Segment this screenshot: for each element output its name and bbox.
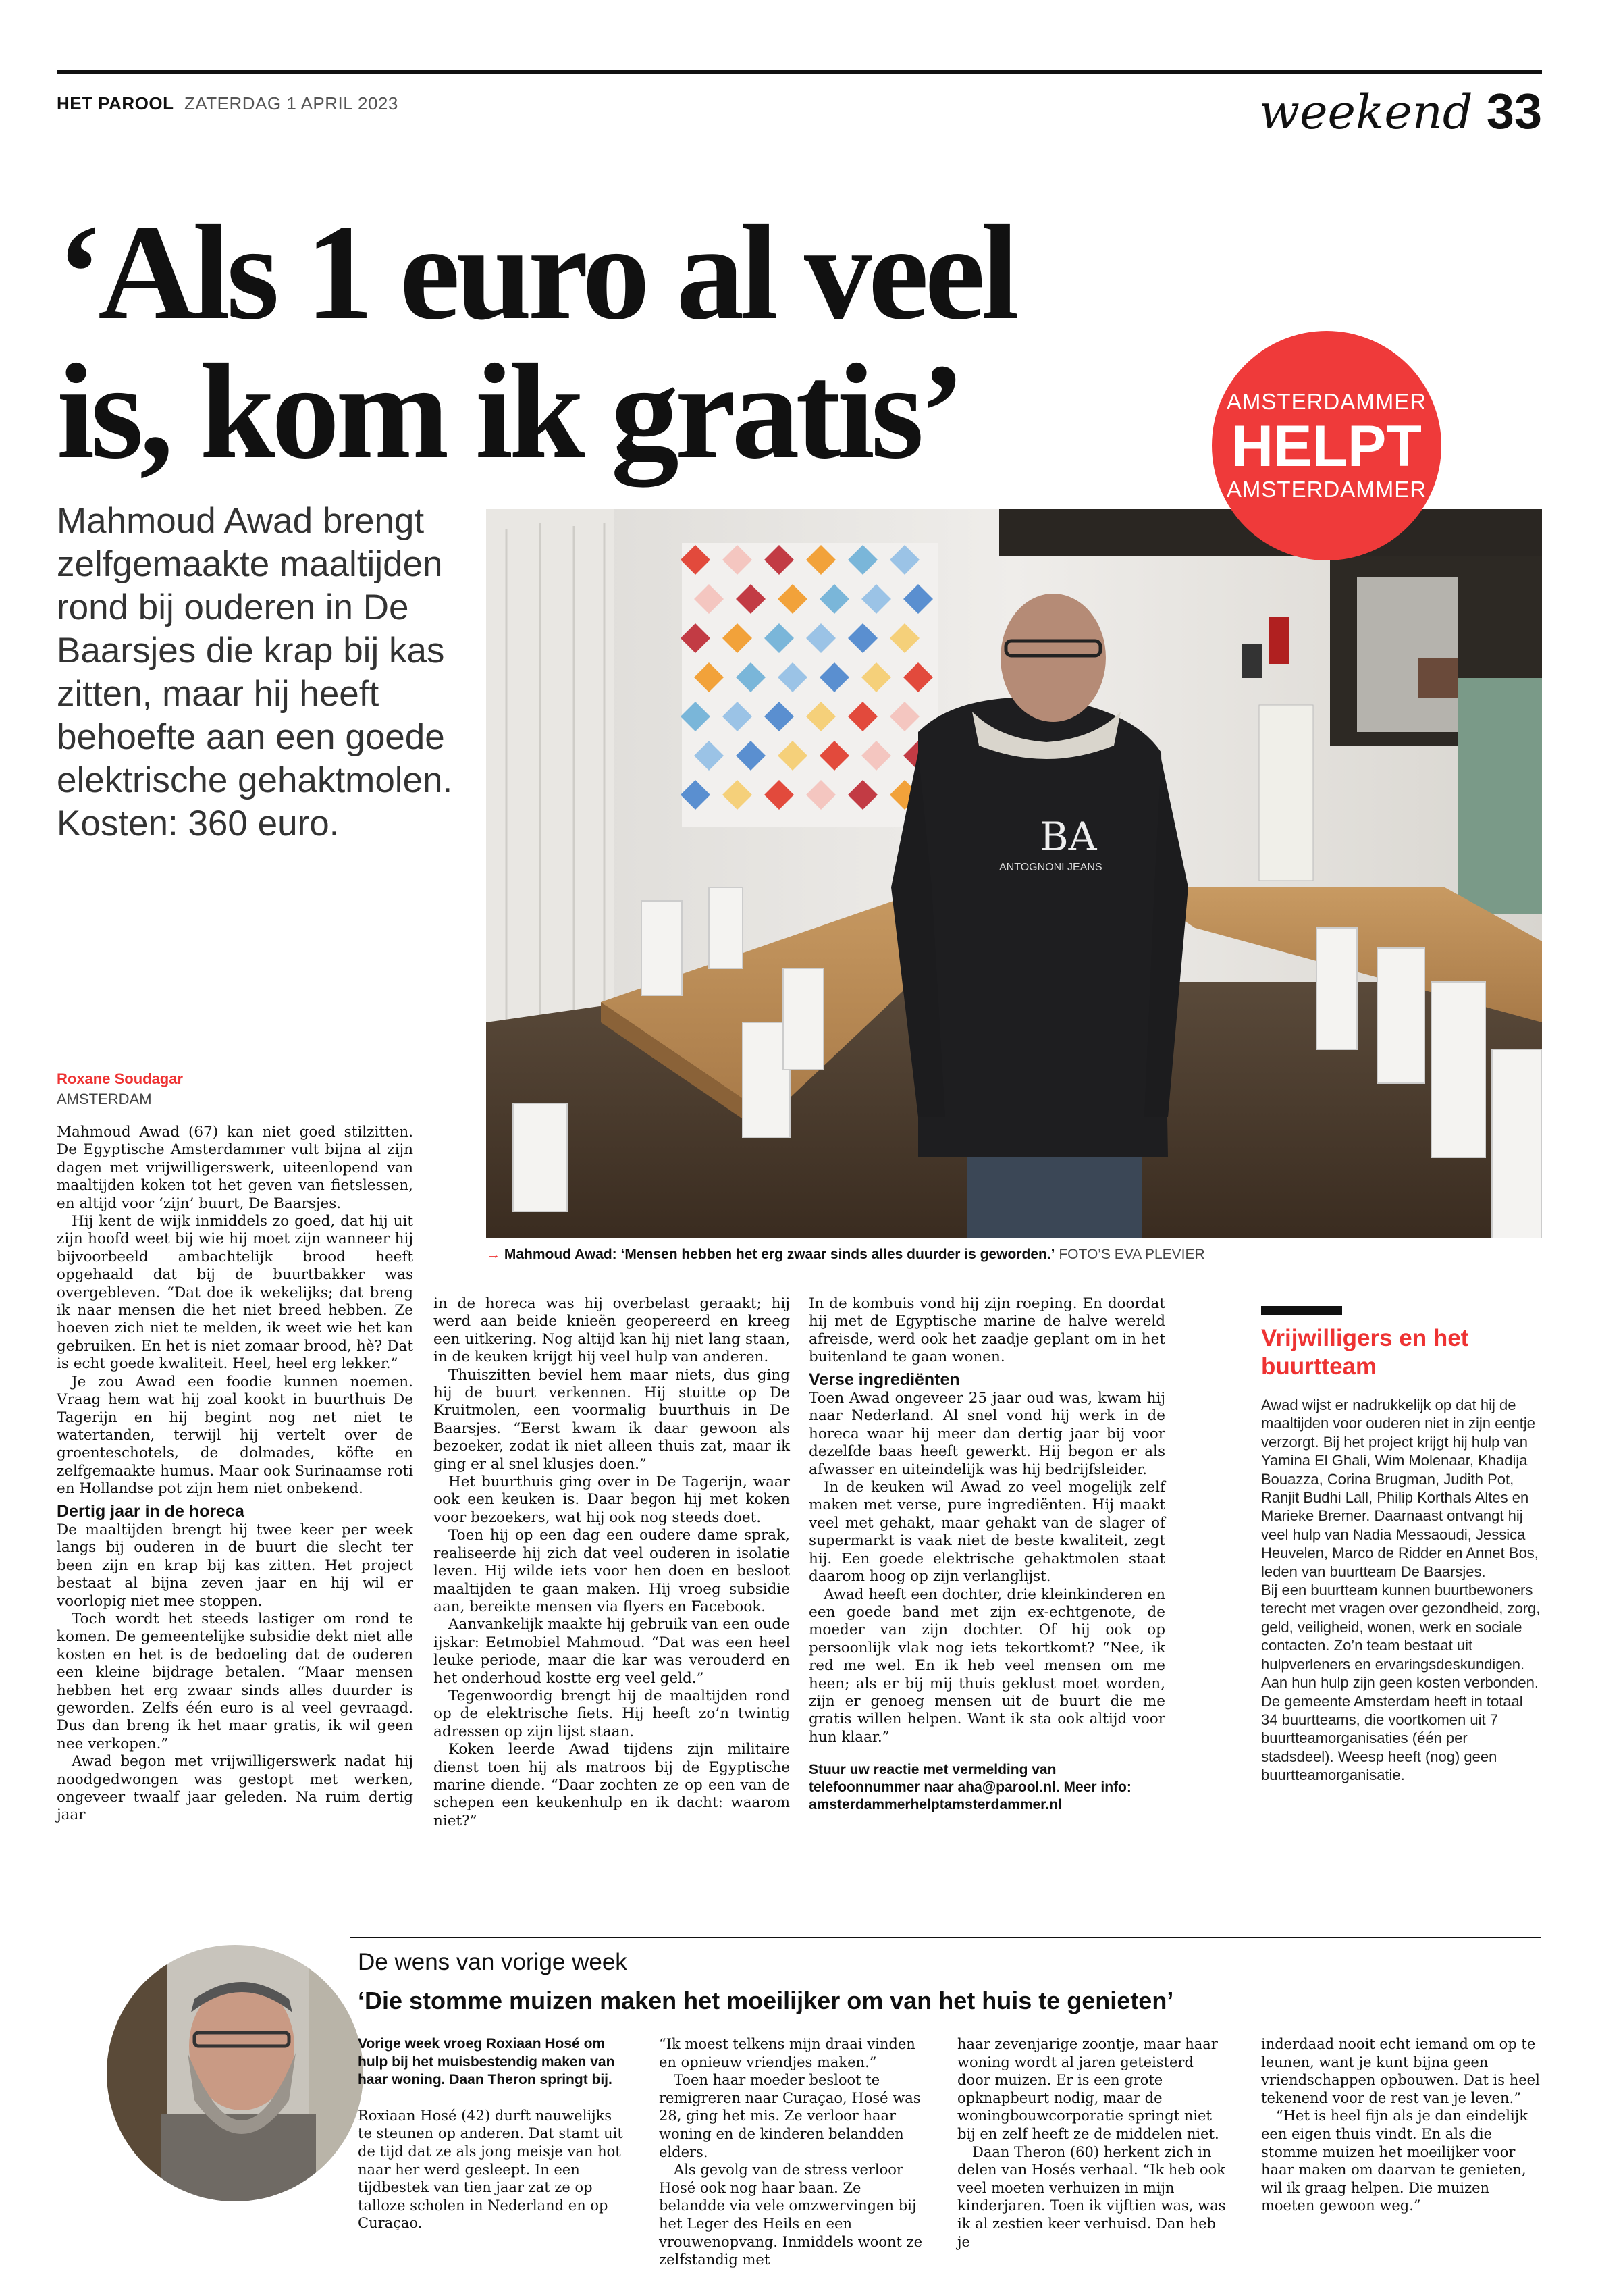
- section-header: [1259, 82, 1542, 140]
- shirt-text: ANTOGNONI JEANS: [999, 862, 1102, 873]
- paragraph: Awad begon met vrijwilligerswerk nadat hij noodgedwongen was gestopt met werken, ongeveer twaalf jaar geleden. Na ruim dertig jaar: [57, 1753, 413, 1824]
- article-column-2: [433, 1295, 790, 1830]
- wish-column-3: [957, 2035, 1227, 2251]
- issue-date: ZATERDAG 1 APRIL 2023: [184, 93, 398, 113]
- paragraph: Toen haar moeder besloot te remigreren naar Curaçao, Hosé was 28, ging het mis. Ze verloor haar woning en de kinderen belandden elders.: [659, 2072, 921, 2160]
- paragraph: Thuiszitten beviel hem maar niets, dus ging hij de buurt verkennen. Hij stuitte op De Kruitmolen, een voormalig buurthuis in De Baarsjes. “Eerst kwam ik daar gewoon als bezoeker, zodat ik niet alleen thuis zat, maar ik ging er al snel klusjes doen.”: [433, 1366, 790, 1473]
- paragraph: Als gevolg van de stress verloor Hosé ook nog haar baan. Ze belandde via vele omzwervingen bij het Leger des Heils en een vrouwenopvang. Inmiddels woont ze zelfstandig met: [659, 2162, 923, 2268]
- sidebox-bar: [1261, 1306, 1342, 1315]
- section-name: weekend: [1259, 84, 1473, 140]
- wish-title: ‘Die stomme muizen maken het moeilijker om van het huis te genieten’: [358, 1987, 1174, 2014]
- wish-label: De wens van vorige week: [358, 1949, 627, 1975]
- paragraph: Aanvankelijk maakte hij gebruik van een oude ijskar: Eetmobiel Mahmoud. “Dat was een heel leuke periode, maar die kar was verouderd en het onderhoud kostte erg veel geld.”: [433, 1616, 790, 1687]
- wish-column-1: [358, 2035, 628, 2233]
- paragraph: In de keuken wil Awad zo veel mogelijk zelf maken met verse, pure ingrediënten. Hij maakt veel met gehakt, maar gehakt van de slager of supermarkt is vaak niet de beste kwaliteit, zegt hij. Een goede elektrische gehaktmolen staat daarom hoog op zijn verlanglijst.: [809, 1479, 1165, 1586]
- sidebox-paragraph: De gemeente Amsterdam heeft in totaal 34 buurtteams, die voortkomen uit 7 buurtteamorganisaties (één per stadsdeel). Weesp heeft (nog) geen buurtteamorganisatie.: [1261, 1692, 1523, 1784]
- caption-text: Mahmoud Awad: ‘Mensen hebben het erg zwaar sinds alles duurder is geworden.’: [504, 1247, 1055, 1262]
- top-rule: [57, 70, 1542, 74]
- paragraph: Awad heeft een dochter, drie kleinkinderen en een goede band met zijn ex-echtgenote, de moeder van zijn dochter. Of hij ook op persoonlijk vlak nog iets tekortkomt? “Nee, ik red me wel. En ik heb veel mensen om me heen; als er bij mij thuis geklust moet worden, zijn er genoeg mensen uit de buurt die me gratis willen helpen. Want ik sta ook altijd voor hun klaar.”: [809, 1586, 1165, 1746]
- paragraph: Tegenwoordig brengt hij de maaltijden rond op de elektrische fiets. Hij heeft zo’n twintig adressen op zijn lijst staan.: [433, 1687, 790, 1740]
- paragraph: inderdaad nooit echt iemand om op te leunen, want je kunt bijna geen vriendschappen opbouwen. Dat is heel tekenend voor de rest van je leven.”: [1261, 2036, 1540, 2106]
- paragraph: Je zou Awad een foodie kunnen noemen. Vraag hem wat hij zoal kookt in buurthuis De Tagerijn en hij begint nog net niet te watertanden, terwijl hij vertelt over de groenteschotels, de dolmades, köfte en zelfgemaakte humus. Maar ook Surinaamse roti en Hollandse pot zijn hem niet onbekend.: [57, 1373, 413, 1498]
- paragraph: “Ik moest telkens mijn draai vinden en opnieuw vriendjes maken.”: [659, 2036, 915, 2070]
- page-number: 33: [1486, 83, 1542, 139]
- photo-caption: [486, 1247, 1205, 1263]
- sidebox: [1261, 1306, 1541, 1785]
- wish-lead: Vorige week vroeg Roxiaan Hosé om hulp bij het muisbestendig maken van haar woning. Daan Theron springt bij.: [358, 2036, 615, 2088]
- wish-column-2: [659, 2035, 929, 2269]
- geometric-artwork: [681, 543, 938, 827]
- helpt-badge: [1212, 331, 1441, 560]
- paragraph: Hij kent de wijk inmiddels zo goed, dat hij uit zijn hoofd weet bij wie hij moet zijn wanneer hij bijvoorbeeld ambachtelijk brood heeft opgehaald dat bij de buurtbakker was overgebleven. “Dat doe ik wekelijks; dat breng ik naar mensen die het niet breed hebben. Ze hoeven zich niet te melden, ik weet wie het kan gebruiken. En het is niet zomaar brood, hè? Dat is echt goede kwaliteit. Heel, heel erg lekker.”: [57, 1213, 413, 1373]
- article-column-3: [809, 1295, 1165, 1814]
- kitchen-photo: [486, 509, 1542, 1238]
- article-column-1: [57, 1124, 413, 1825]
- sidebox-paragraph: Awad wijst er nadrukkelijk op dat hij de maaltijden voor ouderen niet in zijn eentje verzorgt. Bij het project krijgt hij hulp van Yamina El Ghali, Wim Molenaar, Khadija Bouazza, Corina Brugman, Judith Pot, Ranjit Budhi Lall, Philip Korthals Altes en Marieke Bremer. Daarnaast ontvangt hij veel hulp van Nadia Messaoudi, Jessica Heuvelen, Marco de Ridder en Annet Bos, leden van buurtteam De Baarsjes.: [1261, 1397, 1539, 1580]
- paragraph: Toen Awad ongeveer 25 jaar oud was, kwam hij naar Nederland. Al snel vond hij werk in de horeca waar hij meer dan dertig jaar bij voor dezelfde baas heeft gewerkt. Hij begon er als afwasser en uiteindelijk was hij bedrijfsleider.: [809, 1390, 1165, 1478]
- portrait-photo: [107, 1945, 363, 2201]
- subheading: Verse ingrediënten: [809, 1369, 960, 1389]
- arrow-icon: →: [486, 1247, 500, 1262]
- photo-credit: FOTO’S EVA PLEVIER: [1059, 1247, 1205, 1262]
- dateline: AMSTERDAM: [57, 1091, 152, 1107]
- sidebox-title: Vrijwilligers en het buurtteam: [1261, 1325, 1469, 1380]
- badge-top: AMSTERDAMMER: [1226, 389, 1427, 414]
- paragraph: In de kombuis vond hij zijn roeping. En doordat hij met de Egyptische marine de halve wereld afreisde, werd ook het zaadje geplant om in het buitenland te gaan wonen.: [809, 1295, 1165, 1366]
- author: Roxane Soudagar: [57, 1070, 184, 1087]
- headline: [57, 197, 1110, 487]
- paper-name: HET PAROOL: [57, 93, 174, 113]
- byline: [57, 1070, 183, 1108]
- paragraph: Koken leerde Awad tijdens zijn militaire dienst toen hij als matroos bij de Egyptische marine diende. “Daar zochten ze op een van de schepen een keukenhulp en ik dacht: waarom niet?”: [433, 1741, 790, 1829]
- paragraph: Het buurthuis ging over in De Tagerijn, waar ook een keuken is. Daar begon hij met koken voor bezoekers, wat hij ook nog steeds doet.: [433, 1473, 790, 1526]
- shirt-logo: BA: [1040, 814, 1097, 860]
- paragraph: in de horeca was hij overbelast geraakt; hij werd aan beide knieën geopereerd en kreeg een uitkering. Nog altijd kan hij niet lang staan, in de keuken krijgt hij veel hulp van anderen.: [433, 1295, 790, 1366]
- paragraph: haar zevenjarige zoontje, maar haar woning wordt al jaren geteisterd door muizen. Er is een grote opknapbeurt nodig, maar de woningbouwcorporatie springt niet bij en zelf heeft ze de middelen niet.: [957, 2036, 1219, 2142]
- paragraph: Mahmoud Awad (67) kan niet goed stilzitten. De Egyptische Amsterdammer vult bijna al zijn dagen met vrijwilligerswerk, uiteenlopend van maaltijden koken tot het geven van fietslessen, en altijd voor ‘zijn’ buurt, De Baarsjes.: [57, 1124, 413, 1212]
- reaction-note: Stuur uw reactie met vermelding van telefoonnummer naar aha@parool.nl. Meer info: amsterdammerhelptamsterdammer.nl: [809, 1762, 1131, 1813]
- subheading: Dertig jaar in de horeca: [57, 1501, 244, 1521]
- headline-line-1: ‘Als 1 euro al veel: [57, 197, 1015, 348]
- paragraph: Toen hij op een dag een oudere dame sprak, realiseerde hij zich dat veel ouderen in isolatie leven. Hij wilde iets voor hen doen en besloot maaltijden te gaan maken. Hij vroeg subsidie aan, bereikte mensen via flyers en Facebook.: [433, 1527, 790, 1615]
- sidebox-paragraph: Bij een buurtteam kunnen buurtbewoners terecht met vragen over gezondheid, zorg, geld, veiligheid, wonen, werk en sociale contacten. Zo’n team bestaat uit hulpverleners en ervaringsdeskundigen. Aan hun hulp zijn geen kosten verbonden.: [1261, 1582, 1541, 1692]
- intro-text: Mahmoud Awad brengt zelfgemaakte maaltijden rond bij ouderen in De Baarsjes die krap bij kas zitten, maar hij heeft behoefte aan een goede elektrische gehaktmolen. Kosten: 360 euro.: [57, 501, 453, 843]
- wish-column-4: [1261, 2035, 1541, 2215]
- badge-bottom: AMSTERDAMMER: [1226, 477, 1427, 502]
- paragraph: Roxiaan Hosé (42) durft nauwelijks te steunen op anderen. Dat stamt uit de tijd dat ze als jong meisje van hot naar her werd gesleept. In een tijdbestek van tien jaar zat ze op talloze scholen in Nederland en op Curaçao.: [358, 2107, 623, 2232]
- paragraph: Toch wordt het steeds lastiger om rond te komen. De gemeentelijke subsidie dekt niet alle kosten en het is de bedoeling dat de ouderen een kleine bijdrage betalen. “Maar mensen hebben het erg zwaar sinds alles duurder is geworden. Zelfs één euro is al veel gevraagd. Dus dan breng ik het maar gratis, ik wil geen nee verkopen.”: [57, 1610, 413, 1752]
- paragraph: Daan Theron (60) herkent zich in delen van Hosés verhaal. “Ik heb ook veel moeten verhuizen in mijn kinderjaren. Toen ik vijftien was, was ik al zestien keer verhuisd. Dan heb je: [957, 2143, 1226, 2250]
- headline-line-2: is, kom ik gratis’: [57, 336, 961, 487]
- wish-rule: [350, 1937, 1541, 1938]
- masthead: [57, 93, 398, 114]
- main-photo: [486, 509, 1542, 1238]
- paragraph: “Het is heel fijn als je dan eindelijk een eigen thuis vindt. En als die stomme muizen het moeilijker voor haar maken om daarvan te genieten, wil ik graag helpen. Die muizen moeten gewoon weg.”: [1261, 2108, 1528, 2214]
- portrait-image: [107, 1945, 363, 2201]
- paragraph: De maaltijden brengt hij twee keer per week langs bij ouderen in de buurt die slecht ter been zijn en krap bij kas zitten. Het project bestaat al bijna zeven jaar en hij wil er voorlopig niet mee stoppen.: [57, 1521, 413, 1610]
- badge-mid: HELPT: [1231, 414, 1422, 479]
